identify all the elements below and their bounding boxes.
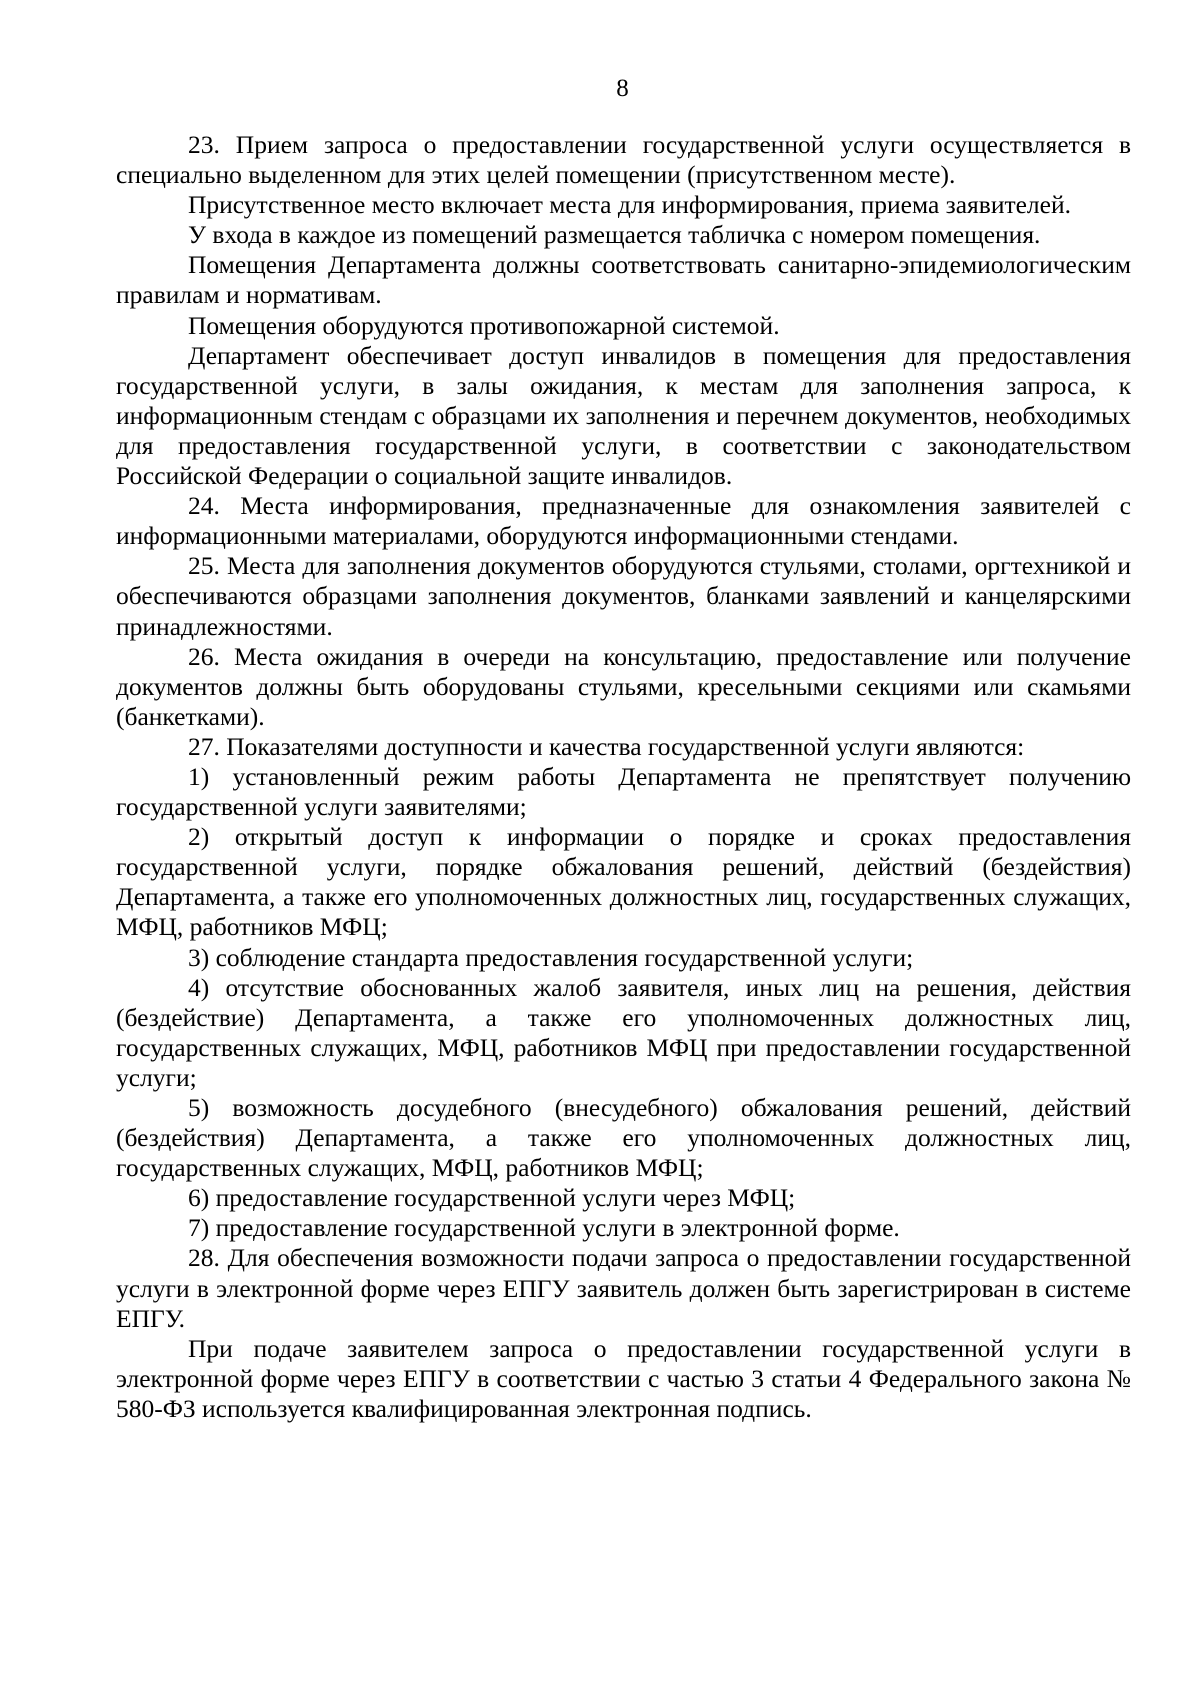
- paragraph-room-sign: У входа в каждое из помещений размещается табличка с номером помещения.: [188, 220, 1041, 250]
- document-body: [116, 130, 1131, 1424]
- list-item-1: 1) установленный режим работы Департамента не препятствует получению государственной услуги заявителями;: [116, 761, 1131, 822]
- list-item-4: 4) отсутствие обоснованных жалоб заявителя, иных лиц на решения, действия (бездействие) Департамента, а также его уполномоченных должностных лиц, государственных служащих, МФЦ, работников МФЦ при предоставлении государственной услуги;: [116, 972, 1131, 1092]
- page-number: 8: [616, 75, 629, 102]
- list-item-5: 5) возможность досудебного (внесудебного) обжалования решений, действий (бездействия) Департамента, а также его уполномоченных должностных лиц, государственных служащих, МФЦ, работников МФЦ;: [116, 1093, 1131, 1183]
- paragraph-24: 24. Места информирования, предназначенные для ознакомления заявителей с информационными материалами, оборудуются информационными стендами.: [116, 491, 1131, 551]
- paragraph-27: 27. Показателями доступности и качества государственной услуги являются:: [188, 731, 1025, 761]
- paragraph-electronic-signature: При подаче заявителем запроса о предоставлении государственной услуги в электронной форме через ЕПГУ в соответствии с частью 3 статьи 4 Федерального закона № 580-ФЗ используется квалифицированная электронная подпись.: [116, 1333, 1131, 1423]
- paragraph-25: 25. Места для заполнения документов оборудуются стульями, столами, оргтехникой и обеспечиваются образцами заполнения документов, бланками заявлений и канцелярскими принадлежностями.: [116, 551, 1131, 641]
- paragraph-disabled-access: Департамент обеспечивает доступ инвалидов в помещения для предоставления государственной услуги, в залы ожидания, к местам для заполнения запроса, к информационным стендам с образцами их заполнения и перечнем документов, необходимых для предоставления государственной услуги, в соответствии с законодательством Российской Федерации о социальной защите инвалидов.: [116, 340, 1131, 491]
- paragraph-fire-system: Помещения оборудуются противопожарной системой.: [188, 310, 780, 340]
- list-item-3: 3) соблюдение стандарта предоставления государственной услуги;: [188, 942, 914, 972]
- paragraph-26: 26. Места ожидания в очереди на консультацию, предоставление или получение документов должны быть оборудованы стульями, кресельными секциями или скамьями (банкетками).: [116, 641, 1131, 731]
- list-item-7: 7) предоставление государственной услуги в электронной форме.: [188, 1213, 900, 1243]
- paragraph-28: 28. Для обеспечения возможности подачи запроса о предоставлении государственной услуги в электронной форме через ЕПГУ заявитель должен быть зарегистрирован в системе ЕПГУ.: [116, 1243, 1131, 1333]
- paragraph-23: 23. Прием запроса о предоставлении государственной услуги осуществляется в специально выделенном для этих целей помещении (присутственном месте).: [116, 130, 1131, 190]
- paragraph-presence-place: Присутственное место включает места для информирования, приема заявителей.: [188, 190, 1071, 220]
- list-item-6: 6) предоставление государственной услуги через МФЦ;: [188, 1183, 796, 1213]
- list-item-2: 2) открытый доступ к информации о порядке и сроках предоставления государственной услуги, порядке обжалования решений, действий (бездействия) Департамента, а также его уполномоченных должностных лиц, государственных служащих, МФЦ, работников МФЦ;: [116, 822, 1131, 942]
- paragraph-sanitary-rules: Помещения Департамента должны соответствовать санитарно-эпидемиологическим правилам и нормативам.: [116, 250, 1131, 310]
